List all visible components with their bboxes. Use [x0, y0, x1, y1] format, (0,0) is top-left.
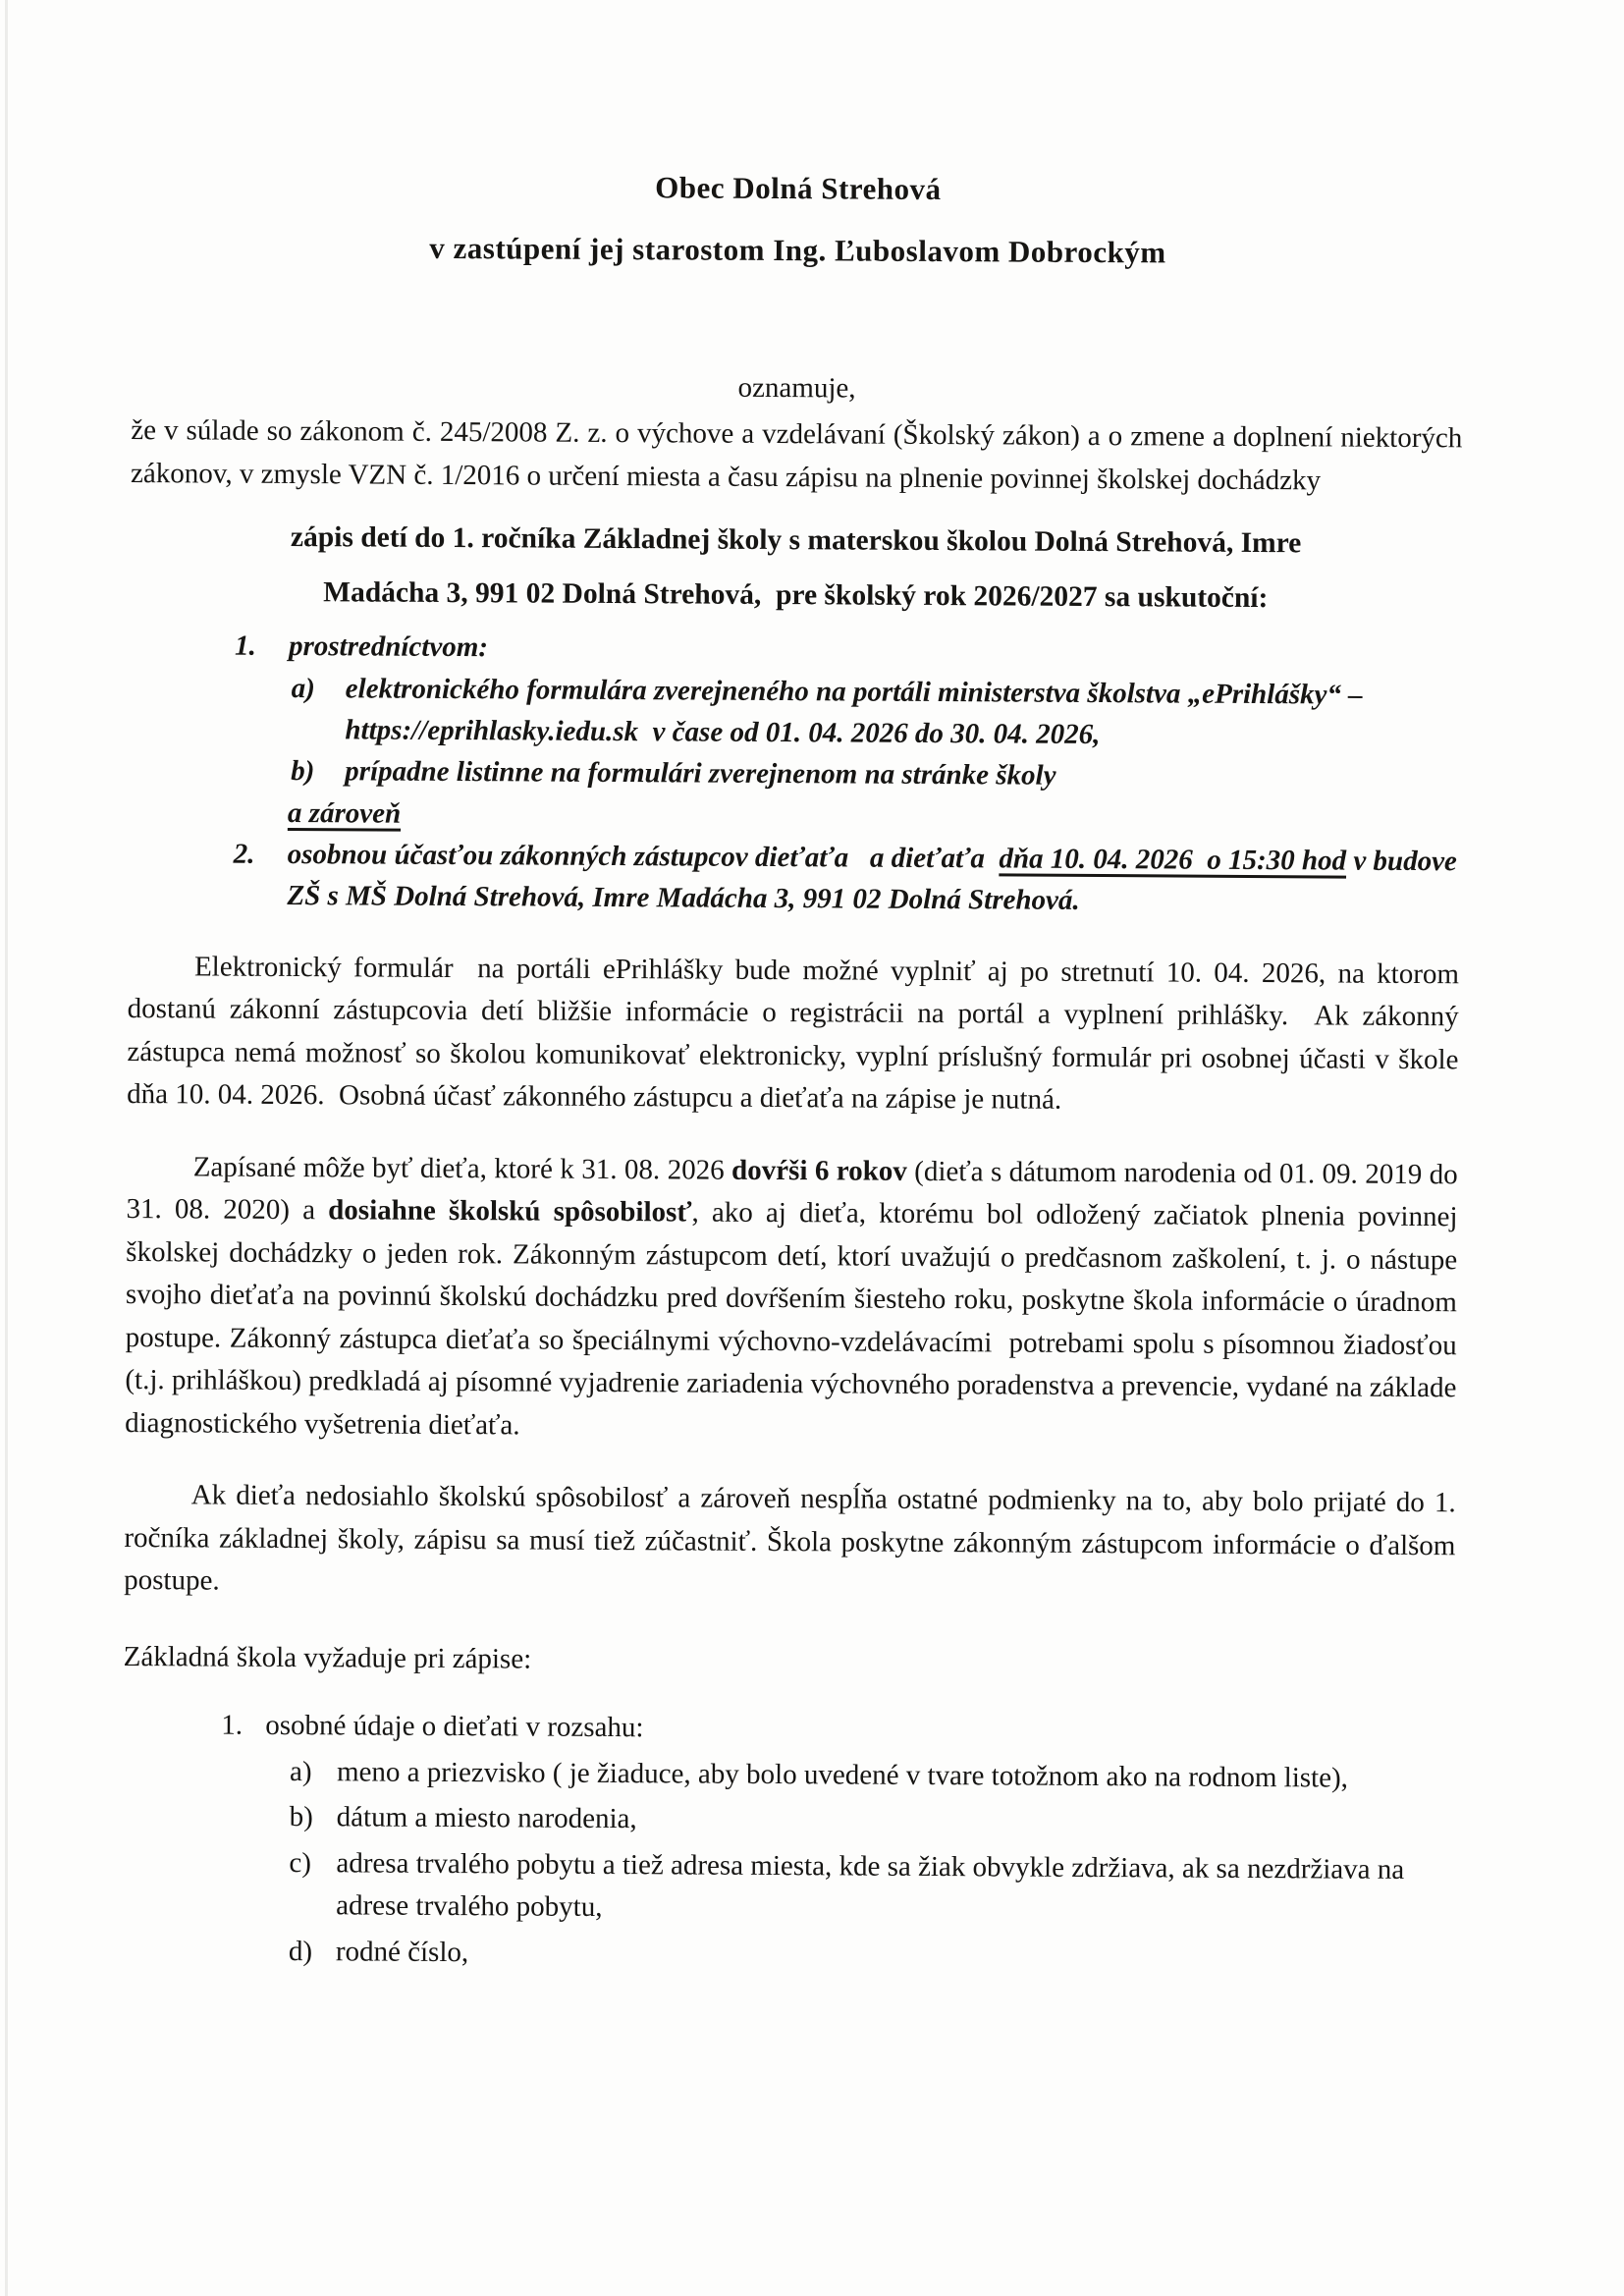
enrollment-methods-list	[128, 625, 1461, 924]
method-item-1b-text: prípadne listinne na formulári zverejnenom na stránke školy	[345, 755, 1056, 793]
announces-line: oznamuje,	[737, 371, 856, 405]
legal-intro-paragraph: že v súlade so zákonom č. 245/2008 Z. z. o výchove a vzdelávaní (Školský zákon) a o zmene a doplnení niektorých zákonov, v zmysle VZN č. 1/2016 o určení miesta a času zápisu na plnenie povinnej školskej dochádzky	[130, 414, 1463, 497]
requirement-item-1c-text: adresa trvalého pobytu a tiež adresa miesta, kde sa žiak obvykle zdržiava, ak sa nezdržiava na adrese trvalého pobytu,	[336, 1847, 1405, 1924]
requirements-list	[122, 1704, 1455, 1980]
method-item-1a	[129, 667, 1460, 758]
announcement-line-2: Madácha 3, 991 02 Dolná Strehová, pre školský rok 2026/2027 sa uskutoční:	[323, 576, 1269, 615]
list-marker-1: 1.	[234, 630, 256, 663]
representative-line: v zastúpení jej starostom Ing. Ľuboslavom Dobrockým	[429, 230, 1166, 270]
text-segment: osobnou účasťou zákonných zástupcov dieťaťa a dieťaťa	[287, 839, 1000, 875]
text-segment: v budove ZŠ s MŠ Dolná Strehová, Imre Madácha 3, 991 02 Dolná Strehová.	[287, 845, 1457, 917]
text-segment: elektronického formulára zverejneného na portáli ministerstva školstva „ePrihlášky“ –	[345, 673, 1363, 711]
enrollment-announcement	[130, 509, 1462, 627]
req-marker-1a: a)	[289, 1755, 312, 1787]
connector-line	[288, 793, 1460, 842]
list-marker-1a: a)	[291, 672, 316, 704]
req-marker-1: 1.	[221, 1709, 244, 1741]
req-marker-1d: d)	[288, 1935, 313, 1967]
requirement-item-1	[123, 1704, 1454, 1755]
document-content	[122, 163, 1464, 1984]
requirements-intro: Základná škola vyžaduje pri zápise:	[123, 1640, 532, 1675]
req-marker-1b: b)	[289, 1801, 313, 1833]
requirement-item-1d-text: rodné číslo,	[335, 1936, 469, 1968]
method-item-1a-text	[345, 668, 1460, 758]
announcement-line-1: zápis detí do 1. ročníka Základnej školy s materskou školou Dolná Strehová, Imre	[290, 521, 1302, 560]
list-marker-1b: b)	[291, 755, 315, 788]
paragraph-eligibility	[125, 1146, 1458, 1453]
paragraph-not-school-ready: Ak dieťa nedosiahlo školskú spôsobilosť a zároveň nespĺňa ostatné podmienky na to, aby bolo prijaté do 1. ročníka základnej školy, zápisu sa musí tiež zúčastniť. Škola poskytne zákonným zástupcom informácie o ďalšom postupe.	[124, 1479, 1456, 1597]
method-item-1-text: prostredníctvom:	[288, 630, 489, 664]
requirement-item-1b	[123, 1795, 1454, 1846]
municipality-title: Obec Dolná Strehová	[655, 170, 942, 207]
text-segment: v čase od 01. 04. 2026 do 30. 04. 2026,	[637, 716, 1101, 751]
requirement-item-1d	[122, 1930, 1453, 1981]
requirement-item-1c	[122, 1841, 1454, 1935]
req-marker-1c: c)	[289, 1846, 312, 1879]
requirement-item-1b-text: dátum a miesto narodenia,	[336, 1801, 637, 1835]
connector-underlined-text: a zároveň	[287, 796, 402, 830]
text-segment: Zapísané môže byť dieťa, ktoré k 31. 08. 2026	[192, 1151, 732, 1186]
list-marker-2: 2.	[233, 838, 255, 870]
text-segment: , ako aj dieťa, ktorému bol odložený začiatok plnenia povinnej školskej dochádzky o jeden rok. Zákonným zástupcom detí, ktorí uvažujú o predčasnom zaškolení, t. j. o nástupe svojho dieťaťa na povinnú školskú dochádzku pred dovŕšením šiesteho roku, poskytne škola informácie o úradnom postupe. Zákonný zástupca dieťaťa so špeciálnymi výchovno-vzdelávacími potrebami spolu s písomnou žiadosťou (t.j. prihláškou) predkladá aj písomné vyjadrenie zariadenia výchovného poradenstva a prevencie, vydané na základe diagnostického vyšetrenia dieťaťa.	[125, 1196, 1458, 1442]
text-segment: (dieťa s dátumom narodenia od 01. 09. 2019 do 31. 08. 2020) a	[126, 1155, 1458, 1227]
paragraph-eform-info: Elektronický formulár na portáli ePrihlášky bude možné vyplniť aj po stretnutí 10. 04. 2026, na ktorom dostanú zákonní zástupcovia detí bližšie informácie o registrácii na portál a vyplnení prihlášky. Ak zákonný zástupca nemá možnosť so školou komunikovať elektronicky, vyplní príslušný formulár pri osobnej účasti v škole dňa 10. 04. 2026. Osobná účasť zákonného zástupcu a dieťaťa na zápise je nutná.	[127, 951, 1460, 1117]
method-item-2-text	[287, 834, 1459, 924]
eprihlasky-url-text: https://eprihlasky.iedu.sk	[345, 714, 639, 748]
requirement-item-1a	[123, 1750, 1454, 1801]
requirement-item-1-text: osobné údaje o dieťati v rozsahu:	[265, 1710, 644, 1744]
enrollment-date-time: dňa 10. 04. 2026 o 15:30 hod	[999, 843, 1347, 877]
requirement-item-1a-text: meno a priezvisko ( je žiaduce, aby bolo uvedené v tvare totožnom ako na rodnom liste),	[336, 1756, 1349, 1794]
school-readiness-bold: dosiahne školskú spôsobilosť	[328, 1194, 692, 1229]
scan-edge-artifact	[5, 0, 8, 2296]
age-requirement-bold: dovŕši 6 rokov	[731, 1154, 907, 1187]
method-item-2	[128, 833, 1459, 924]
